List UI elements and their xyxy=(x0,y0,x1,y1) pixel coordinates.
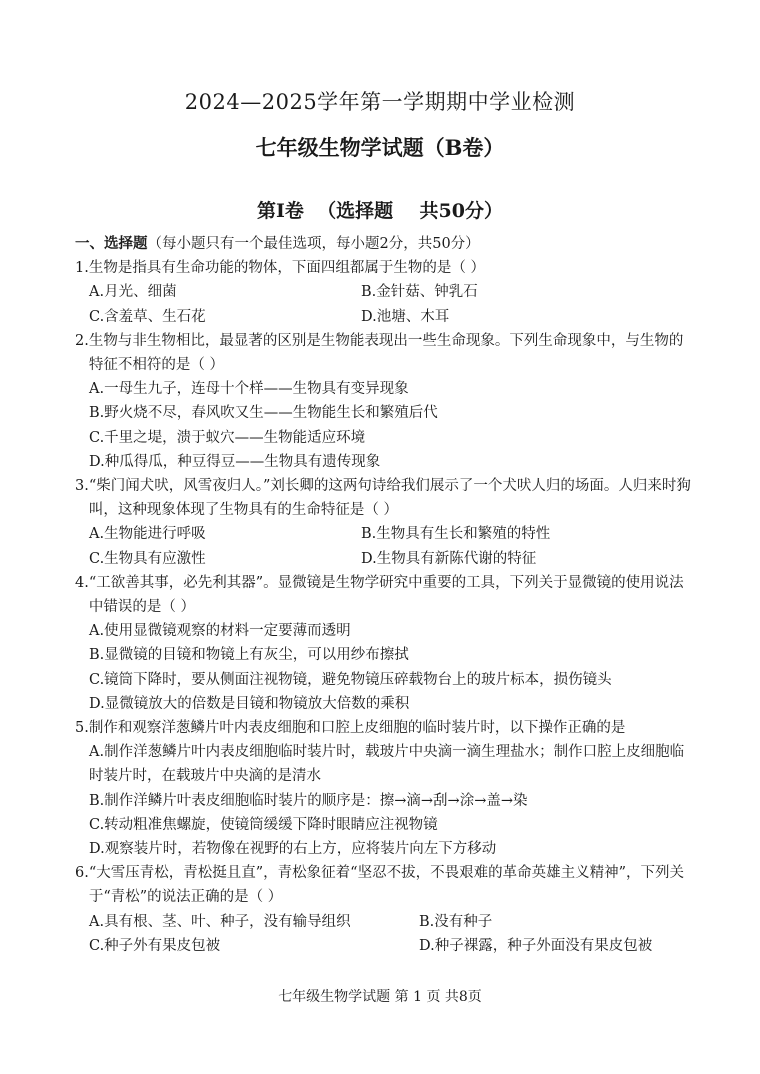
question-number: 3. xyxy=(75,478,89,495)
option-c: C.镜筒下降时，要从侧面注视物镜，避免物镜压碎载物台上的玻片标本，损伤镜头 xyxy=(89,671,612,688)
question-1-options xyxy=(75,280,695,328)
option-c: C.含羞草、生石花 xyxy=(89,308,206,325)
question-stem: 制作和观察洋葱鳞片叶内表皮细胞和口腔上皮细胞的临时装片时，以下操作正确的是 xyxy=(88,720,626,737)
option-c: C.千里之堤，溃于蚁穴——生物能适应环境 xyxy=(89,429,366,446)
option-d: D.生物具有新陈代谢的特征 xyxy=(361,550,537,567)
option-a: A.制作洋葱鳞片叶内表皮细胞临时装片时，载玻片中央滴一滴生理盐水；制作口腔上皮细胞临时装片时，在载玻片中央滴的是清水 xyxy=(89,744,685,785)
option-b: B.制作洋鳞片叶表皮细胞临时装片的顺序是：擦→滴→刮→涂→盖→染 xyxy=(89,792,528,809)
option-a: A.使用显微镜观察的材料一定要薄而透明 xyxy=(89,623,351,640)
option-d: D.种子裸露，种子外面没有果皮包被 xyxy=(419,937,653,954)
option-d: D.种瓜得瓜，种豆得豆——生物具有遗传现象 xyxy=(89,453,381,470)
section-instructions: （每小题只有一个最佳选项，每小题2分，共50分） xyxy=(147,236,480,252)
question-number: 6. xyxy=(75,865,89,882)
option-b: B.没有种子 xyxy=(419,913,493,930)
option-b: B.显微镜的目镜和物镜上有灰尘，可以用纱布擦拭 xyxy=(89,647,409,664)
question-content xyxy=(75,232,695,958)
section-title: 一、选择题 xyxy=(75,235,148,252)
question-1 xyxy=(75,256,695,280)
option-b: B.生物具有生长和繁殖的特性 xyxy=(361,526,551,543)
question-number: 2. xyxy=(75,332,89,349)
question-6 xyxy=(75,861,695,909)
option-c: C.生物具有应激性 xyxy=(89,550,206,567)
question-stem: “大雪压青松，青松挺且直”，青松象征着“坚忍不拔，不畏艰难的革命英雄主义精神”，下列关于“青松”的说法正确的是（ ） xyxy=(88,865,684,906)
question-stem: 生物是指具有生命功能的物体，下面四组都属于生物的是（ ） xyxy=(88,260,485,277)
exam-subject-title: 七年级生物学试题（B卷） xyxy=(255,135,505,160)
exam-year-title: 2024—2025学年第一学期期中学业检测 xyxy=(184,90,576,114)
question-number: 5. xyxy=(75,720,89,737)
option-d: D.观察装片时，若物像在视野的右上方，应将装片向左下方移动 xyxy=(89,841,497,858)
option-b: B.野火烧不尽，春风吹又生——生物能生长和繁殖后代 xyxy=(89,405,438,422)
question-5 xyxy=(75,716,695,740)
option-a: A.生物能进行呼吸 xyxy=(89,526,206,543)
question-number: 4. xyxy=(75,574,89,591)
option-c: C.转动粗准焦螺旋，使镜筒缓缓下降时眼睛应注视物镜 xyxy=(89,816,438,833)
question-4 xyxy=(75,571,695,619)
option-a: A.一母生九子，连母十个样——生物具有变异现象 xyxy=(89,381,409,398)
question-stem: “工欲善其事，必先利其器”。显微镜是生物学研究中重要的工具，下列关于显微镜的使用说法中错误的是（ ） xyxy=(88,574,684,616)
question-3 xyxy=(75,474,695,522)
question-6-options xyxy=(75,910,695,958)
question-stem: “柴门闻犬吠，风雪夜归人。”刘长卿的这两句诗给我们展示了一个犬吠人归的场面。人归来时狗叫，这种现象体现了生物具有的生命特征是（ ） xyxy=(88,478,691,519)
question-number: 1. xyxy=(75,260,89,277)
option-c: C.种子外有果皮包被 xyxy=(89,937,221,954)
question-2 xyxy=(75,329,695,377)
option-d: D.显微镜放大的倍数是目镜和物镜放大倍数的乘积 xyxy=(89,695,410,712)
part-title: 第Ⅰ卷 （选择题 共50分） xyxy=(256,200,504,222)
page-footer: 七年级生物学试题 第 1 页 共8页 xyxy=(278,989,482,1005)
option-b: B.金针菇、钟乳石 xyxy=(361,284,478,301)
option-d: D.池塘、木耳 xyxy=(361,308,450,325)
option-a: A.月光、细菌 xyxy=(89,284,177,301)
question-stem: 生物与非生物相比，最显著的区别是生物能表现出一些生命现象。下列生命现象中，与生物的特征不相符的是（ ） xyxy=(88,332,684,374)
option-a: A.具有根、茎、叶、种子，没有输导组织 xyxy=(89,913,351,930)
section-heading xyxy=(75,232,695,256)
question-3-options xyxy=(75,522,695,570)
